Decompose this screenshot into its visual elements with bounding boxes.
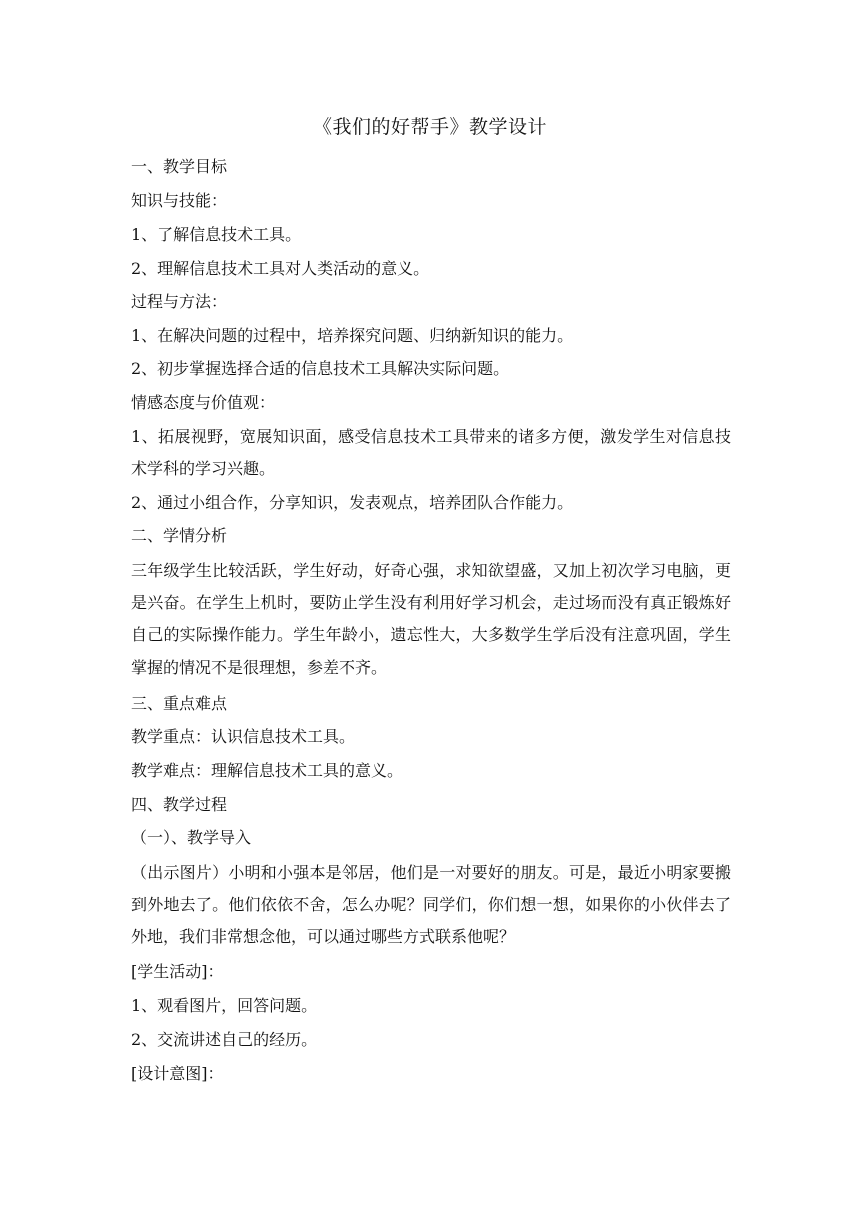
list-item: 2、初步掌握选择合适的信息技术工具解决实际问题。 xyxy=(131,359,510,378)
subheading-process: 过程与方法： xyxy=(131,292,228,311)
teaching-focus: 教学重点：认识信息技术工具。 xyxy=(131,727,356,746)
document-title: 《我们的好帮手》教学设计 xyxy=(312,116,547,138)
list-item: 1、了解信息技术工具。 xyxy=(131,225,302,244)
list-item: 2、通过小组合作，分享知识，发表观点，培养团队合作能力。 xyxy=(131,493,574,512)
teaching-difficulty: 教学难点：理解信息技术工具的意义。 xyxy=(131,761,404,780)
design-intent-heading: [设计意图]： xyxy=(131,1064,224,1083)
intro-paragraph: （出示图片）小明和小强本是邻居，他们是一对要好的朋友。可是，最近小明家要搬到外地去了。他们依依不舍，怎么办呢？同学们，你们想一想，如果你的小伙伴去了外地，我们非常想念他，可以通过哪些方式联系他呢？ xyxy=(131,863,731,947)
list-item: 1、在解决问题的过程中，培养探究问题、归纳新知识的能力。 xyxy=(131,326,574,345)
analysis-paragraph: 三年级学生比较活跃，学生好动，好奇心强，求知欲望盛，又加上初次学习电脑，更是兴奋。在学生上机时，要防止学生没有利用好学习机会，走过场而没有真正锻炼好自己的实际操作能力。学生年龄小，遗忘性大，大多数学生学后没有注意巩固，学生掌握的情况不是很理想，参差不齐。 xyxy=(131,561,731,677)
list-item: 2、理解信息技术工具对人类活动的意义。 xyxy=(131,259,430,278)
list-item: 1、拓展视野，宽展知识面，感受信息技术工具带来的诸多方便，激发学生对信息技术学科的学习兴趣。 xyxy=(131,427,731,479)
subheading-intro: （一）、教学导入 xyxy=(131,828,252,847)
subheading-knowledge: 知识与技能： xyxy=(131,191,228,210)
subheading-emotion: 情感态度与价值观： xyxy=(131,393,276,412)
section-heading-key-points: 三、重点难点 xyxy=(131,694,228,713)
list-item: 1、观看图片，回答问题。 xyxy=(131,996,318,1015)
section-heading-analysis: 二、学情分析 xyxy=(131,526,228,545)
section-heading-objectives: 一、教学目标 xyxy=(131,157,228,176)
list-item: 2、交流讲述自己的经历。 xyxy=(131,1030,318,1049)
student-activity-heading: [学生活动]： xyxy=(131,962,224,981)
section-heading-process: 四、教学过程 xyxy=(131,795,228,814)
